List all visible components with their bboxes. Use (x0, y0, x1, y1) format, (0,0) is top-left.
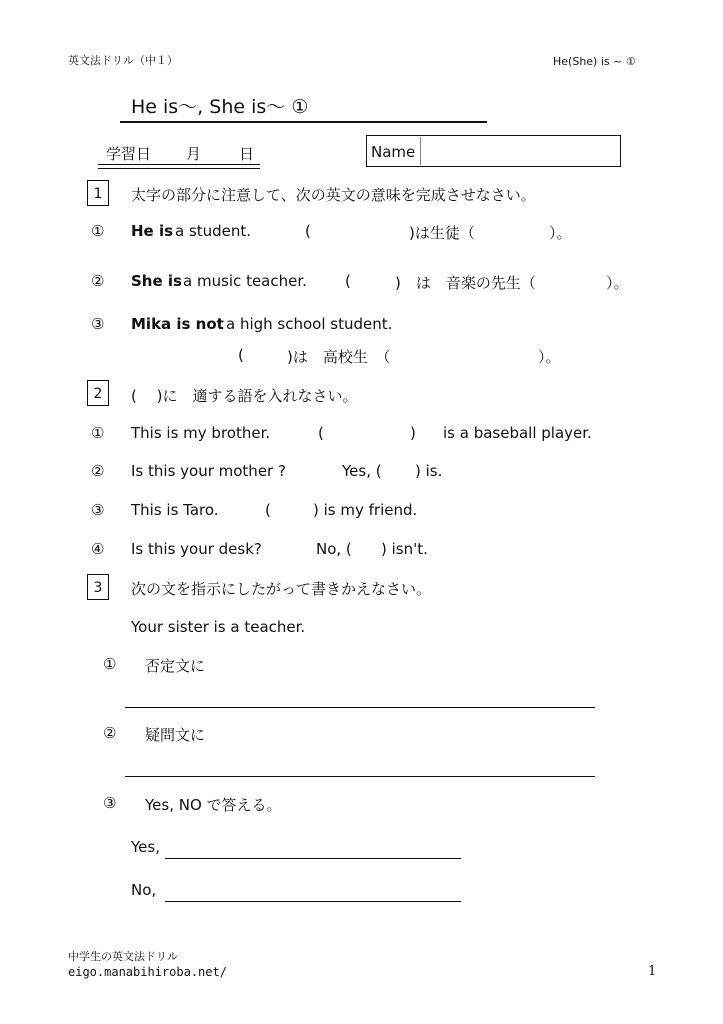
s2-item-1-num: ① (91, 424, 105, 442)
s2-item-2-num: ② (91, 462, 105, 480)
no-label: No, (131, 881, 157, 899)
s2-item-1-open: ( (318, 424, 324, 442)
footer-url[interactable]: eigo.manabihiroba.net/ (68, 965, 227, 979)
answer-line-yes[interactable] (165, 858, 461, 859)
section-3-instruction: 次の文を指示にしたがって書きかえなさい。 (131, 580, 432, 598)
s1-item-2-end: ）。 (606, 274, 629, 292)
s2-item-3-open: ( (265, 501, 271, 519)
section-3-number: 3 (87, 574, 109, 600)
s1-item-3-rest: a high school student. (226, 315, 393, 333)
name-separator (420, 137, 421, 165)
s2-item-3-text: This is Taro. (131, 501, 219, 519)
s1-item-3-num: ③ (91, 315, 105, 333)
section-2-number: 2 (87, 380, 109, 406)
section-2-instruction: ( )に 適する語を入れなさい。 (131, 387, 358, 405)
s3-item-3-label: Yes, NO で答える。 (145, 796, 282, 814)
month-label: 月 (186, 145, 202, 163)
s1-item-2-rest: a music teacher. (183, 272, 307, 290)
s2-item-4-close: ) isn't. (381, 540, 428, 558)
page-number: 1 (648, 964, 657, 979)
s2-item-1-tail: is a baseball player. (443, 424, 592, 442)
name-label: Name (371, 143, 416, 161)
s3-item-1-label: 否定文に (145, 657, 206, 675)
footer-title: 中学生の英文法ドリル (68, 950, 178, 963)
s3-sentence: Your sister is a teacher. (131, 618, 306, 636)
s1-item-1-end: ）。 (549, 224, 572, 242)
answer-line-question[interactable] (125, 776, 595, 777)
s1-item-3-mid: )は 高校生 （ (287, 348, 391, 366)
answer-line-negative[interactable] (125, 707, 595, 708)
answer-line-no[interactable] (165, 901, 461, 902)
s1-item-2-bold: She is (131, 272, 182, 290)
s2-item-4-text: Is this your desk? (131, 540, 262, 558)
yes-label: Yes, (131, 838, 160, 856)
page-title: He is～, She is～ ① (131, 96, 309, 118)
title-underline (120, 121, 487, 123)
s2-item-4-num: ④ (91, 540, 105, 558)
s2-item-1-close: ) (410, 424, 416, 442)
s2-item-2-text: Is this your mother ? (131, 462, 286, 480)
date-underline-1 (98, 164, 260, 165)
s3-item-2-num: ② (103, 724, 117, 742)
s1-item-2-mid: ) は 音楽の先生（ (395, 274, 536, 292)
s2-item-4-answer: No, ( (316, 540, 352, 558)
s2-item-2-answer: Yes, ( (342, 462, 382, 480)
s1-item-3-open: ( (238, 346, 244, 364)
s1-item-1-mid: )は生徒（ (409, 224, 475, 242)
s2-item-3-num: ③ (91, 501, 105, 519)
s1-item-1-open: ( (305, 222, 311, 240)
s3-item-3-num: ③ (103, 794, 117, 812)
s3-item-1-num: ① (103, 655, 117, 673)
study-date-label: 学習日 (106, 145, 152, 163)
date-underline-2 (98, 168, 260, 169)
header-left: 英文法ドリル（中１） (68, 54, 178, 67)
section-1-instruction: 太字の部分に注意して、次の英文の意味を完成させなさい。 (131, 186, 536, 204)
s1-item-2-num: ② (91, 272, 105, 290)
s1-item-1-rest: a student. (175, 222, 252, 240)
s1-item-2-open: ( (345, 272, 351, 290)
s3-item-2-label: 疑問文に (145, 726, 206, 744)
s2-item-2-close: ) is. (415, 462, 443, 480)
s2-item-3-tail: ) is my friend. (313, 501, 418, 519)
s1-item-3-bold: Mika is not (131, 315, 224, 333)
section-1-number: 1 (87, 180, 109, 206)
s1-item-1-num: ① (91, 222, 105, 240)
header-right: He(She) is ~ ① (553, 55, 636, 68)
s2-item-1-text: This is my brother. (131, 424, 271, 442)
day-label: 日 (239, 145, 255, 163)
s1-item-1-bold: He is (131, 222, 174, 240)
s1-item-3-end: ）。 (538, 348, 561, 366)
